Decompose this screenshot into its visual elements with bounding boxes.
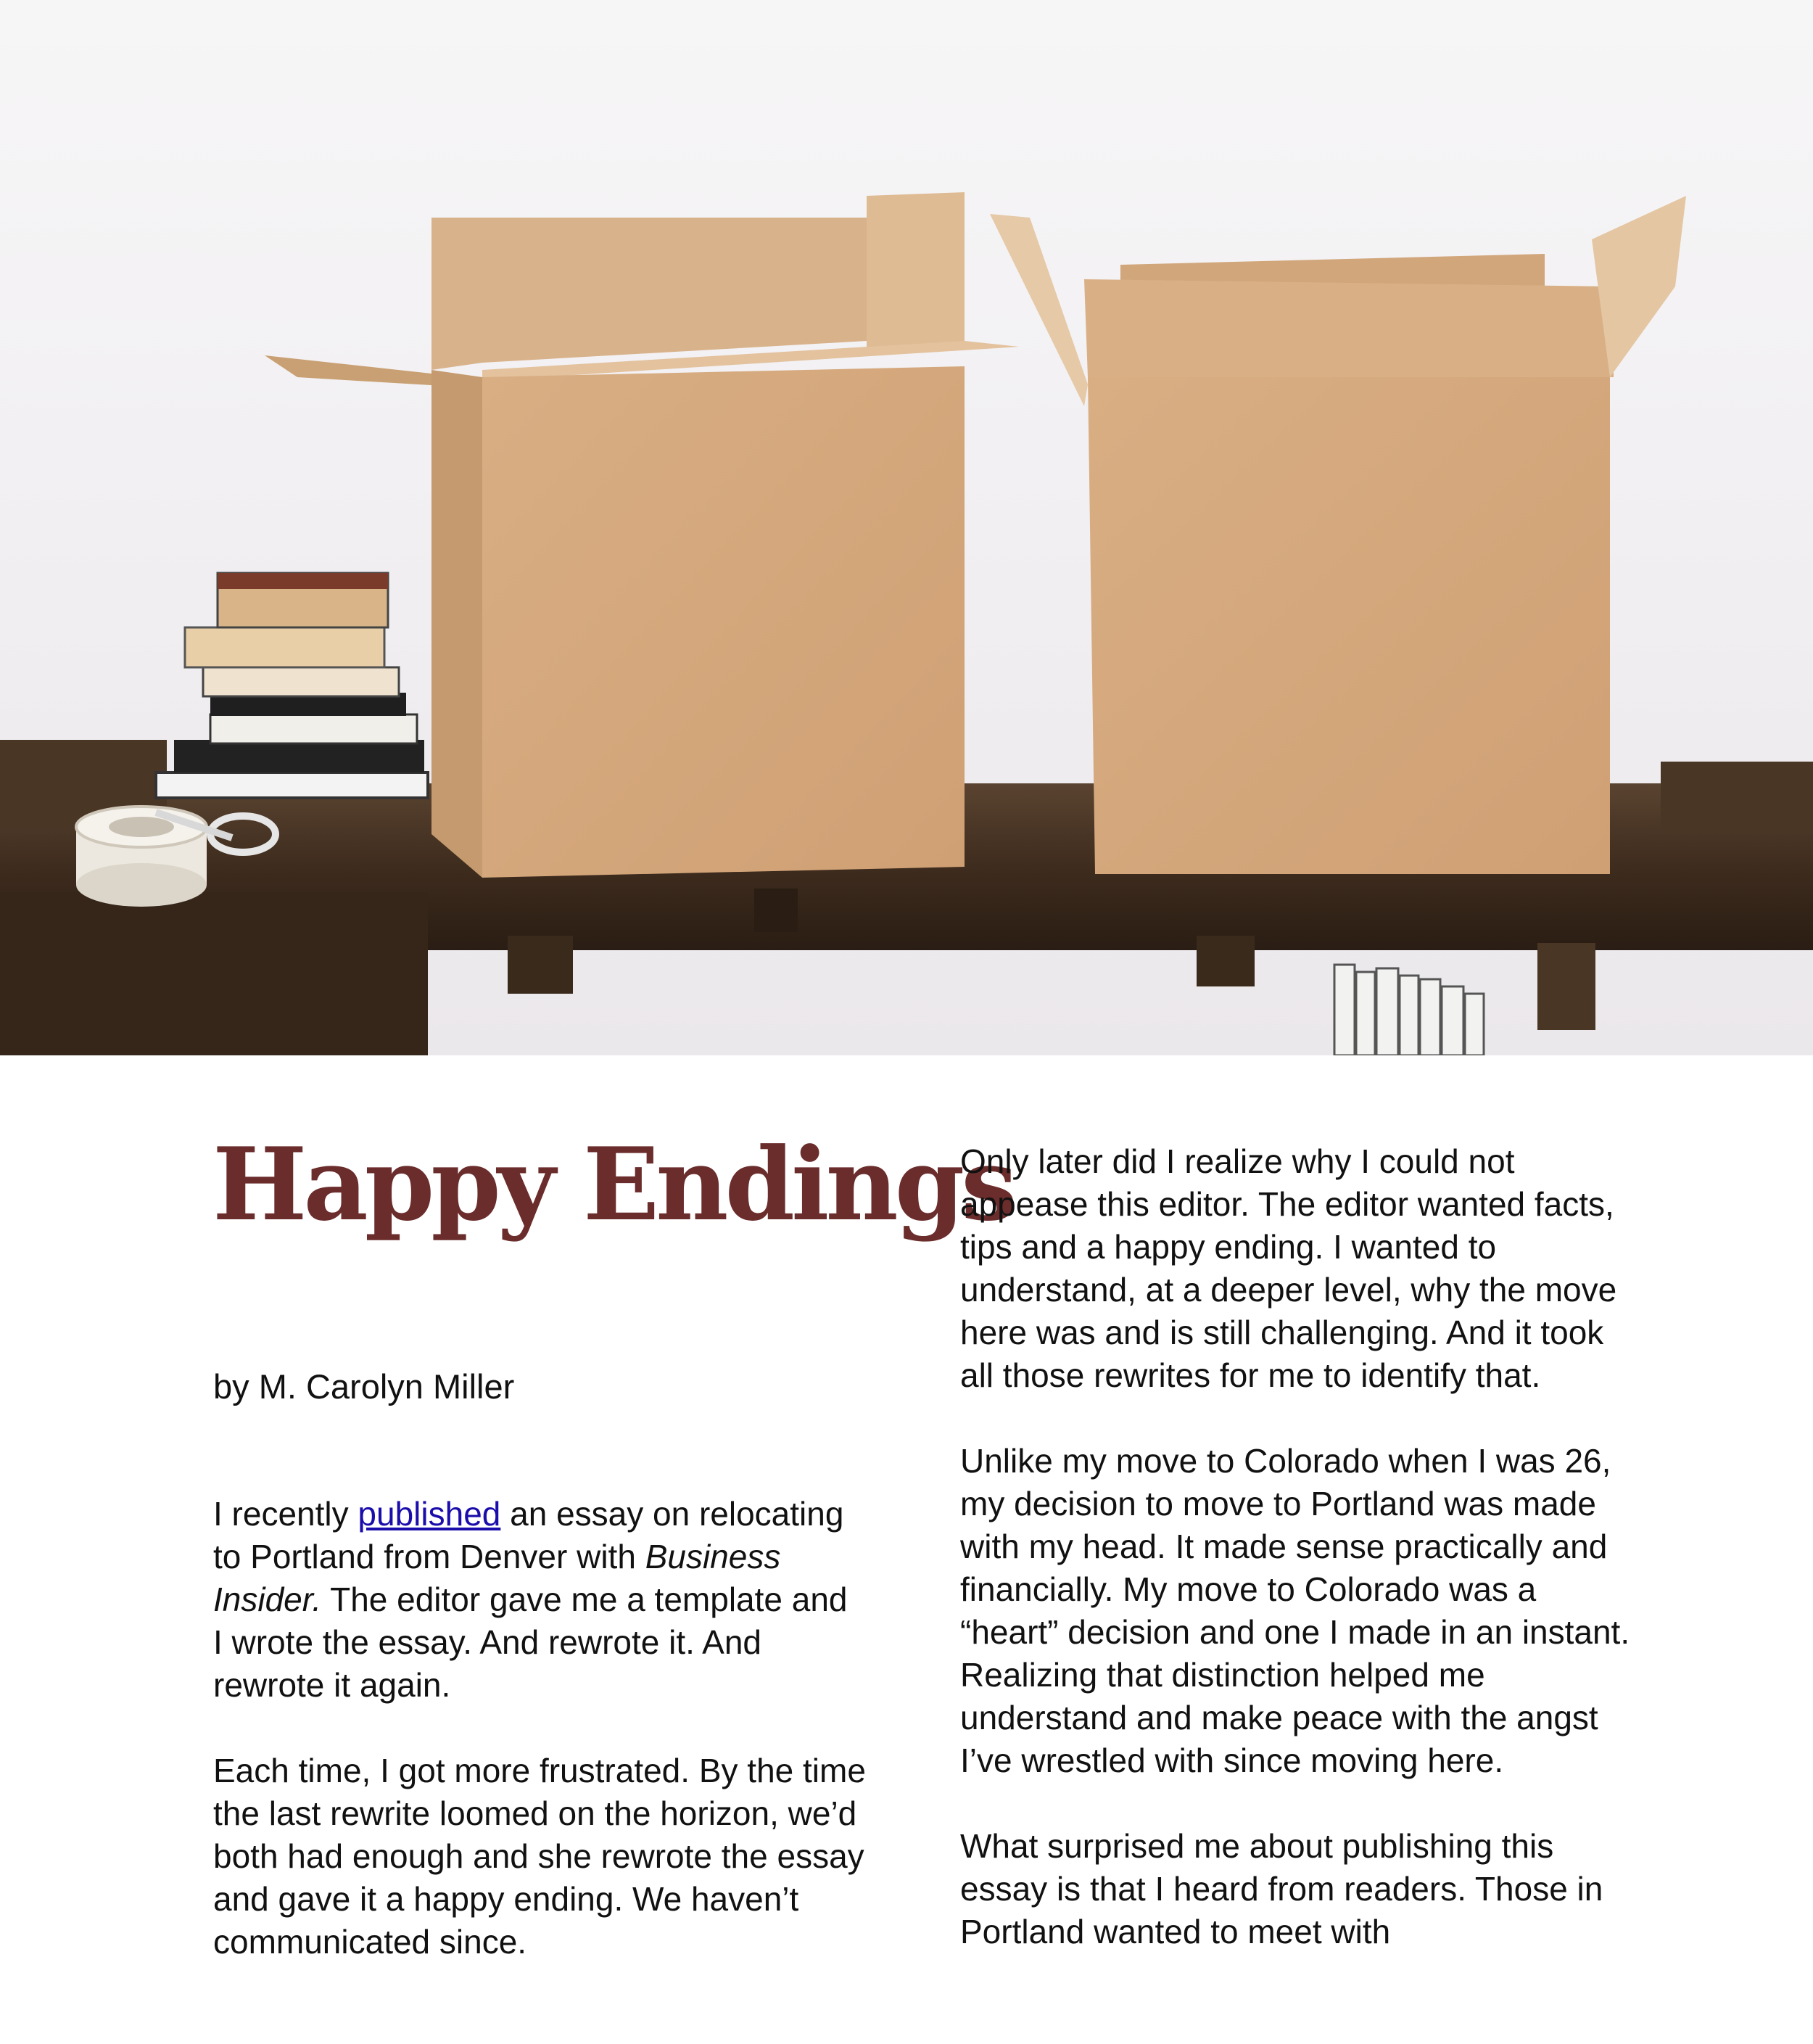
paragraph: Each time, I got more frustrated. By the time the last rewrite loomed on the horizon, we’d both had enough and she rewrote the essay and gave it a happy ending. We haven’t communicated since. <box>213 1752 866 1961</box>
article-title-text: Happy Endings <box>212 1125 1014 1243</box>
paragraph: Unlike my move to Colorado when I was 26, my decision to move to Portland was made with my head. It made sense practically and financially. My move to Colorado was a “heart” decision and one I made in an instant. Realizing that distinction helped me understand and make peace with the angst I’ve wrestled with since moving here. <box>960 1442 1630 1779</box>
publication-name: Business Insider. <box>213 1538 781 1618</box>
article-byline: by M. Carolyn Miller <box>213 1367 515 1406</box>
published-link[interactable]: published <box>358 1495 501 1533</box>
paragraph: Only later did I realize why I could not appease this editor. The editor wanted facts, tips and a happy ending. I wanted to understand, at a deeper level, why the move here was and is still challenging. And it took all those rewrites for me to identify that. <box>960 1142 1617 1394</box>
right-column <box>960 1140 1642 1996</box>
paragraph: I recently published an essay on relocating to Portland from Denver with Business Insider. The editor gave me a template and I wrote the essay. And rewrote it. And rewrote it again. <box>213 1495 848 1704</box>
article-title <box>212 1121 1014 1248</box>
paragraph: What surprised me about publishing this essay is that I heard from readers. Those in Portland wanted to meet with <box>960 1827 1603 1950</box>
left-column <box>213 1493 866 2006</box>
